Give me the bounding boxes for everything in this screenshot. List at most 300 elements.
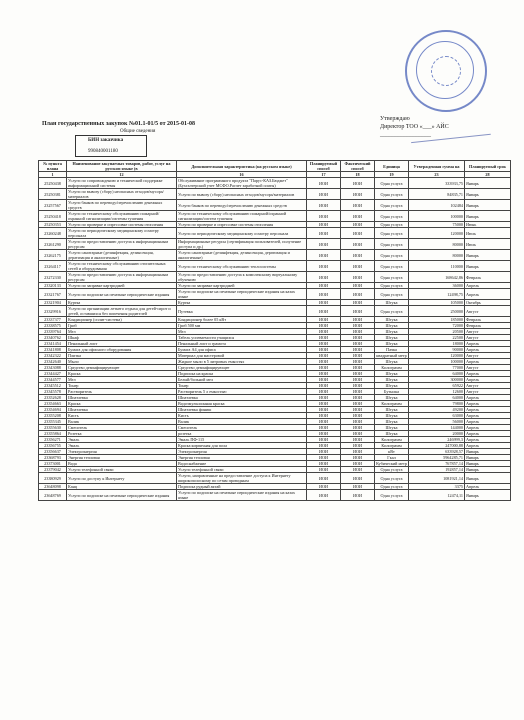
table-cell: 23261290 [39, 239, 67, 250]
table-cell: ИОИ [341, 419, 375, 425]
table-cell: 23344427 [39, 371, 67, 377]
column-header: Единица [375, 161, 409, 172]
table-cell: ИОИ [341, 473, 375, 484]
table-cell: Услуги, направленные на предоставление доступа к Интернету широкополосному по сетям проводным [177, 473, 307, 484]
table-row [39, 211, 511, 222]
table-cell: Апрель [465, 443, 511, 449]
table-row [39, 178, 511, 189]
column-number: 12 [67, 172, 177, 178]
table-cell: Август [465, 353, 511, 359]
table-cell: 75000 [409, 222, 465, 228]
table-cell: Услуги по проверке и опрессовке системы отопления [67, 222, 177, 228]
table-cell: ИОИ [341, 437, 375, 443]
table-cell: Август [465, 365, 511, 371]
table-cell: Одна услуга [375, 211, 409, 222]
table-cell: Услуги по периодическому медицинскому осмотру персонала [177, 228, 307, 239]
table-cell: Плитка [67, 353, 177, 359]
table-cell: Табель успеваемости учащихся [177, 335, 307, 341]
table-cell: ИОИ [341, 306, 375, 317]
table-cell: 110000 [409, 261, 465, 272]
table-cell: Февраль [465, 272, 511, 283]
table-cell: ИОИ [307, 222, 341, 228]
table-cell: Штука [375, 395, 409, 401]
column-header: Дополнительная характеристика (на русском языке) [177, 161, 307, 172]
table-cell: ИОИ [341, 371, 375, 377]
table-cell: Штука [375, 371, 409, 377]
table-cell: 63000 [409, 413, 465, 419]
table-cell: ИОИ [307, 401, 341, 407]
table-cell: Информационные ресурсы (сертификация пользователей, получение доступа и др.) [177, 239, 307, 250]
table-cell: 20000 [409, 431, 465, 437]
table-cell: 23356755 [39, 443, 67, 449]
table-row [39, 272, 511, 283]
table-cell: ИОИ [341, 461, 375, 467]
table-cell: Мыло [67, 359, 177, 365]
column-number: 1 [39, 172, 67, 178]
column-number: 17 [307, 172, 341, 178]
table-cell: Кубический метр [376, 461, 407, 466]
table-cell: ИОИ [341, 425, 375, 431]
table-cell: Энергия тепловая [67, 455, 177, 461]
table-cell: 23354694 [39, 407, 67, 413]
table-cell: 12474,11 [409, 490, 465, 501]
table-cell: Услуги санитарные (дезинфекция, дезинсекция, дератизация и аналогичные) [177, 250, 307, 261]
table-cell: Апрель [465, 425, 511, 431]
table-cell: Энергия тепловая [177, 455, 307, 461]
table-cell: 36000 [409, 283, 465, 289]
table-cell: 23648098 [39, 484, 67, 490]
table-cell: Апрель [465, 407, 511, 413]
official-seal-stamp [405, 30, 487, 112]
table-cell: розетка [177, 431, 307, 437]
table-cell: Штука [375, 383, 409, 389]
table-cell: 23272330 [39, 272, 67, 283]
table-cell: Январь [465, 250, 511, 261]
table-cell: Мел [67, 377, 177, 383]
table-cell: 23355345 [39, 419, 67, 425]
table-cell: ИОИ [341, 300, 375, 306]
table-cell: 23342322 [39, 353, 67, 359]
table-cell: Обслуживание программного продукта "Парус-КАЗ.Бюджет" (Бухгалтерский учет МСФО.Расчет заработной платы) [177, 178, 307, 189]
table-cell: Август [465, 389, 511, 395]
table-cell: Услуги по подписке на печатные периодические издания [67, 490, 177, 501]
table-cell: Штука [375, 407, 409, 413]
table-cell: ИОИ [307, 353, 341, 359]
table-cell: 23345578 [39, 389, 67, 395]
table-cell: 23342640 [39, 359, 67, 365]
table-cell: Услуги по предоставлению доступа к информационным ресурсам [67, 272, 177, 283]
table-cell: Январь [465, 467, 511, 473]
table-row [39, 200, 511, 211]
table-cell: Водоснабжение [177, 461, 307, 467]
table-cell: Одна услуга [375, 289, 409, 300]
table-cell: ИОИ [307, 371, 341, 377]
table-cell: Одна услуга [375, 306, 409, 317]
table-cell: Килограмм [375, 365, 409, 371]
table-cell: Одна услуга [375, 228, 409, 239]
table-cell: Одна услуга [375, 484, 409, 490]
table-cell: Апрель [465, 413, 511, 419]
table-cell: кВт [375, 449, 409, 455]
table-cell: 72000 [409, 323, 465, 329]
table-cell: 120000 [409, 353, 465, 359]
table-cell: ИОИ [307, 239, 341, 250]
table-cell: Подписка на краска [177, 371, 307, 377]
table-cell: 23257567 [39, 200, 67, 211]
table-cell: 23345512 [39, 383, 67, 389]
table-cell: Подписка рудный актай [177, 484, 307, 490]
table-cell: ИОИ [341, 413, 375, 419]
table-cell: Гкал [375, 455, 409, 461]
table-cell: Средство дезинфицирующее [177, 365, 307, 371]
table-cell: 56000 [409, 419, 465, 425]
table-cell: 105000 [409, 300, 465, 306]
table-cell: ИОИ [307, 359, 341, 365]
table-cell: Февраль [465, 317, 511, 323]
table-cell: ИОИ [341, 353, 375, 359]
table-cell: Апрель [465, 359, 511, 365]
table-cell: ИОИ [307, 329, 341, 335]
table-cell: Одна услуга [375, 222, 409, 228]
document-title: План государственных закупок №01.1-01/5 от 2015-01-08 [42, 121, 196, 127]
table-cell: Пенальный лист [67, 341, 177, 347]
table-cell: Канц [67, 484, 177, 490]
table-cell: Услуги санитарные (дезинфекция, дезинсекция, дератизация и аналогичные) [67, 250, 177, 261]
table-cell: Смеситель [177, 425, 307, 431]
table-cell: Куртка [67, 300, 177, 306]
table-cell: 23262175 [39, 250, 67, 261]
table-cell: 65922 [409, 383, 465, 389]
table-row [39, 261, 511, 272]
table-cell: Жидкое мыло в 5 литровых емкостях [177, 359, 307, 365]
table-cell: ИОИ [341, 317, 375, 323]
table-cell: 23379042 [39, 467, 67, 473]
table-cell: ИОИ [307, 341, 341, 347]
table-cell: Электроэнергия [67, 449, 177, 455]
table-cell: ИОИ [307, 306, 341, 317]
table-cell: Штука [375, 431, 409, 437]
column-number: 19 [375, 172, 409, 178]
table-cell: 64000 [409, 371, 465, 377]
table-cell: ИОИ [341, 323, 375, 329]
table-cell: 84835,71 [409, 189, 465, 200]
table-cell: ИОИ [341, 490, 375, 501]
table-cell: Штука [375, 341, 409, 347]
table-cell: ИОИ [307, 431, 341, 437]
table-cell: Август [465, 335, 511, 341]
table-cell: Килограмм [375, 401, 409, 407]
table-cell: Одна услуга [375, 200, 409, 211]
table-cell: ИОИ [341, 283, 375, 289]
table-cell: Шкаф [67, 335, 177, 341]
table-cell: Белый/больной мел [177, 377, 307, 383]
table-cell: 185000 [409, 317, 465, 323]
table-cell: 23368793 [39, 455, 67, 461]
table-cell: ИОИ [307, 228, 341, 239]
table-cell: 23380929 [39, 473, 67, 484]
table-cell: 90000 [409, 347, 465, 353]
table-cell: Январь [465, 455, 511, 461]
table-cell: Смеситель [67, 425, 177, 431]
table-cell: Гриб [67, 323, 177, 329]
table-cell: Растворитель 5 л емкостью [177, 389, 307, 395]
table-cell: Мел [67, 329, 177, 335]
table-cell: ИОИ [341, 289, 375, 300]
table-cell: Апрель [465, 395, 511, 401]
table-cell: 247000,88 [409, 443, 465, 449]
table-cell: Январь [465, 449, 511, 455]
table-cell: Июль [465, 228, 511, 239]
table-cell: Шпатлевка финиш [177, 407, 307, 413]
table-cell: ИОИ [307, 189, 341, 200]
table-cell: ИОИ [341, 189, 375, 200]
table-cell: Розетка [67, 431, 177, 437]
table-cell: 767857,14 [409, 461, 465, 467]
table-cell: 80000 [409, 250, 465, 261]
column-header: Планируемый способ [307, 161, 341, 172]
table-cell: ИОИ [307, 407, 341, 413]
table-cell: ИОИ [307, 419, 341, 425]
table-cell: ИОИ [341, 377, 375, 383]
table-cell: ИОИ [307, 413, 341, 419]
table-cell: Кисть [177, 413, 307, 419]
table-cell: Услуги по подписке на печатные периодические издания на казах языке [177, 289, 307, 300]
table-cell: 25250438 [39, 178, 67, 189]
table-cell: Электроэнергия [177, 449, 307, 455]
table-cell: Апрель [465, 431, 511, 437]
table-cell: Апрель [465, 371, 511, 377]
table-cell: ИОИ [341, 239, 375, 250]
table-cell: Август [465, 383, 511, 389]
table-cell: 25250353 [39, 222, 67, 228]
table-cell: Август [465, 329, 511, 335]
table-cell: Услуги телефонной связи [67, 467, 177, 473]
table-cell: Услуги банков по переводу/перечислению денежных средств [67, 200, 177, 211]
table-cell: ИОИ [341, 200, 375, 211]
bin-label: БИН заказчика [88, 138, 124, 143]
table-cell: Апрель [465, 419, 511, 425]
table-row [39, 250, 511, 261]
table-cell: Услуги по предоставлению доступа к информационным ресурсам [67, 239, 177, 250]
table-cell: ИОИ [307, 467, 341, 473]
column-number: 18 [341, 172, 375, 178]
table-cell: Услуги по подписке на печатные периодические издания на казах языке [177, 490, 307, 501]
table-cell: Килограмм [375, 443, 409, 449]
table-cell: Услуги телефонной связи [177, 467, 307, 473]
table-cell: ИОИ [307, 317, 341, 323]
table-cell: 23352628 [39, 395, 67, 401]
table-cell: Штука [375, 425, 409, 431]
table-cell: Июнь [465, 222, 511, 228]
table-cell: 23356637 [39, 449, 67, 455]
table-cell: Апрель [465, 341, 511, 347]
table-cell: 246999,3 [409, 437, 465, 443]
table-cell: 23355630 [39, 425, 67, 431]
table-cell: Штука [375, 323, 409, 329]
table-cell: ИОИ [307, 490, 341, 501]
table-cell: Январь [465, 261, 511, 272]
table-cell: Услуги по вывозу (сбору) неопасных отходов/мусора/материалов [177, 189, 307, 200]
table-cell: 23648769 [39, 490, 67, 501]
table-cell: Краска кирпичная для пола [177, 443, 307, 449]
table-cell: Одна услуга [375, 272, 409, 283]
table-cell: ИОИ [341, 365, 375, 371]
table-row [39, 289, 511, 300]
table-cell: 25250418 [39, 211, 67, 222]
table-cell: Шпатлевка [67, 407, 177, 413]
table-cell: 300000 [409, 377, 465, 383]
table-cell: Тонер [67, 383, 177, 389]
table-cell: Октябрь [465, 300, 511, 306]
table-cell: Краска [67, 371, 177, 377]
table-cell: 192857,14 [409, 467, 465, 473]
table-cell: 22500 [409, 335, 465, 341]
column-header: Утвержденная сумма на [409, 161, 465, 172]
table-cell: ИОИ [341, 222, 375, 228]
table-row [39, 306, 511, 317]
table-cell: 23260248 [39, 228, 67, 239]
table-cell: ИОИ [307, 200, 341, 211]
table-cell: Услуги по доступу к Интернету [67, 473, 177, 484]
table-cell: Услуги по периодическому медицинскому осмотру персонала [67, 228, 177, 239]
column-header: Наименование закупаемых товаров, работ, услуг на русском языке (в [67, 161, 177, 172]
table-cell: ИОИ [307, 395, 341, 401]
column-number: 28 [465, 172, 511, 178]
table-cell: Январь [465, 461, 511, 467]
table-cell: ИОИ [341, 383, 375, 389]
table-cell: Январь [465, 189, 511, 200]
table-cell: Январь [465, 178, 511, 189]
table-cell: 3375 [409, 484, 465, 490]
table-cell: ИОИ [307, 283, 341, 289]
table-cell: Штука [375, 377, 409, 383]
document-subtitle: Общие сведения [120, 129, 156, 134]
procurement-table [38, 160, 511, 501]
table-cell: Апрель [465, 377, 511, 383]
table-cell: Штука [375, 419, 409, 425]
table-cell: 23356271 [39, 437, 67, 443]
table-cell: 23341808 [39, 347, 67, 353]
table-cell: ИОИ [307, 443, 341, 449]
table-cell: Услуги по техническому обслуживанию теплосистемы [177, 261, 307, 272]
table-cell: ИОИ [341, 455, 375, 461]
table-body [39, 178, 511, 501]
table-cell: ИОИ [307, 178, 341, 189]
table-cell: 12600 [409, 389, 465, 395]
table-cell: ИОИ [307, 383, 341, 389]
table-cell: ИОИ [341, 272, 375, 283]
table-cell: ИОИ [341, 407, 375, 413]
table-cell: ИОИ [307, 473, 341, 484]
table-cell: Услуги банков по переводу/перечислению денежных средств [177, 200, 307, 211]
table-cell: 23344577 [39, 377, 67, 383]
table-cell: Апрель [465, 437, 511, 443]
table-cell: ИОИ [341, 401, 375, 407]
column-number: 16 [177, 172, 307, 178]
table-cell: Апрель [465, 484, 511, 490]
table-cell: ИОИ [341, 449, 375, 455]
table-cell: 64000 [409, 395, 465, 401]
table-cell: 20500 [409, 329, 465, 335]
table-cell: 80000 [409, 239, 465, 250]
table-cell: 633928,57 [409, 449, 465, 455]
table-cell: Август [465, 306, 511, 317]
table-cell: ИОИ [341, 467, 375, 473]
table-cell: ИОИ [341, 431, 375, 437]
table-cell: Кондиционер более 05 кВт [177, 317, 307, 323]
table-cell: 23354663 [39, 401, 67, 407]
table-cell: Услуги по техническому обслуживанию пожарной/охранной сигнализации/системы тушения [67, 211, 177, 222]
table-cell: 120000 [409, 228, 465, 239]
table-cell: 23320133 [39, 283, 67, 289]
seal-emblem [431, 56, 461, 86]
column-number: 23 [409, 172, 465, 178]
table-cell: Штука [375, 329, 409, 335]
table-cell: Краска [67, 401, 177, 407]
table-cell: ИОИ [341, 389, 375, 395]
table-cell: Услуги по проверке и опрессовке системы отопления [177, 222, 307, 228]
table-cell: Материал для мастеровой [177, 353, 307, 359]
table-cell: 12498,75 [409, 289, 465, 300]
table-cell: Услуги по заправке картриджей [67, 283, 177, 289]
table-cell: Путевка [177, 306, 307, 317]
table-cell: ИОИ [307, 300, 341, 306]
table-cell: Январь [465, 490, 511, 501]
table-cell: Февраль [465, 323, 511, 329]
table-cell: Одна услуга [375, 261, 409, 272]
table-cell: Одна услуга [375, 283, 409, 289]
table-header-row [39, 161, 511, 172]
table-cell: Апрель [465, 347, 511, 353]
table-cell: Валик [67, 419, 177, 425]
table-cell: Штука [375, 317, 409, 323]
table-cell: 23373001 [39, 461, 67, 467]
table-cell: 5964285,71 [409, 455, 465, 461]
table-cell: ИОИ [341, 178, 375, 189]
table-cell: ИОИ [307, 437, 341, 443]
table-cell: Бумага А4 для офиса [177, 347, 307, 353]
table-cell: ИОИ [307, 449, 341, 455]
table-cell: ИОИ [307, 289, 341, 300]
table-cell: Январь [465, 200, 511, 211]
approval-line-3: _________________ [380, 132, 431, 138]
table-cell: ИОИ [341, 395, 375, 401]
table-cell: 23321767 [39, 289, 67, 300]
table-cell: ИОИ [307, 365, 341, 371]
table-cell: Шпатлевка [67, 395, 177, 401]
table-cell: 23355864 [39, 431, 67, 437]
table-cell: ИОИ [341, 335, 375, 341]
table-cell: Гриб 500 мм [177, 323, 307, 329]
table-cell: Услуги по сопровождению и технической поддержке информационной системы [67, 178, 177, 189]
table-cell: ИОИ [341, 228, 375, 239]
table-cell: Мел [177, 329, 307, 335]
table-cell: 23340762 [39, 335, 67, 341]
table-cell: Штука [375, 413, 409, 419]
table-cell: 23339764 [39, 329, 67, 335]
table-cell: Кондиционер (сплит-система) [67, 317, 177, 323]
table-cell: Пачка [375, 347, 409, 353]
table-row [39, 189, 511, 200]
table-cell: ИОИ [307, 261, 341, 272]
table-cell: Куртка [177, 300, 307, 306]
table-cell: ИОИ [307, 211, 341, 222]
table-cell: Штука [375, 300, 409, 306]
table-cell: 100000 [409, 211, 465, 222]
approval-line-2: Директор ТОО «___» АЙС [380, 124, 449, 130]
table-cell: 23321904 [39, 300, 67, 306]
table-cell: 23338575 [39, 323, 67, 329]
